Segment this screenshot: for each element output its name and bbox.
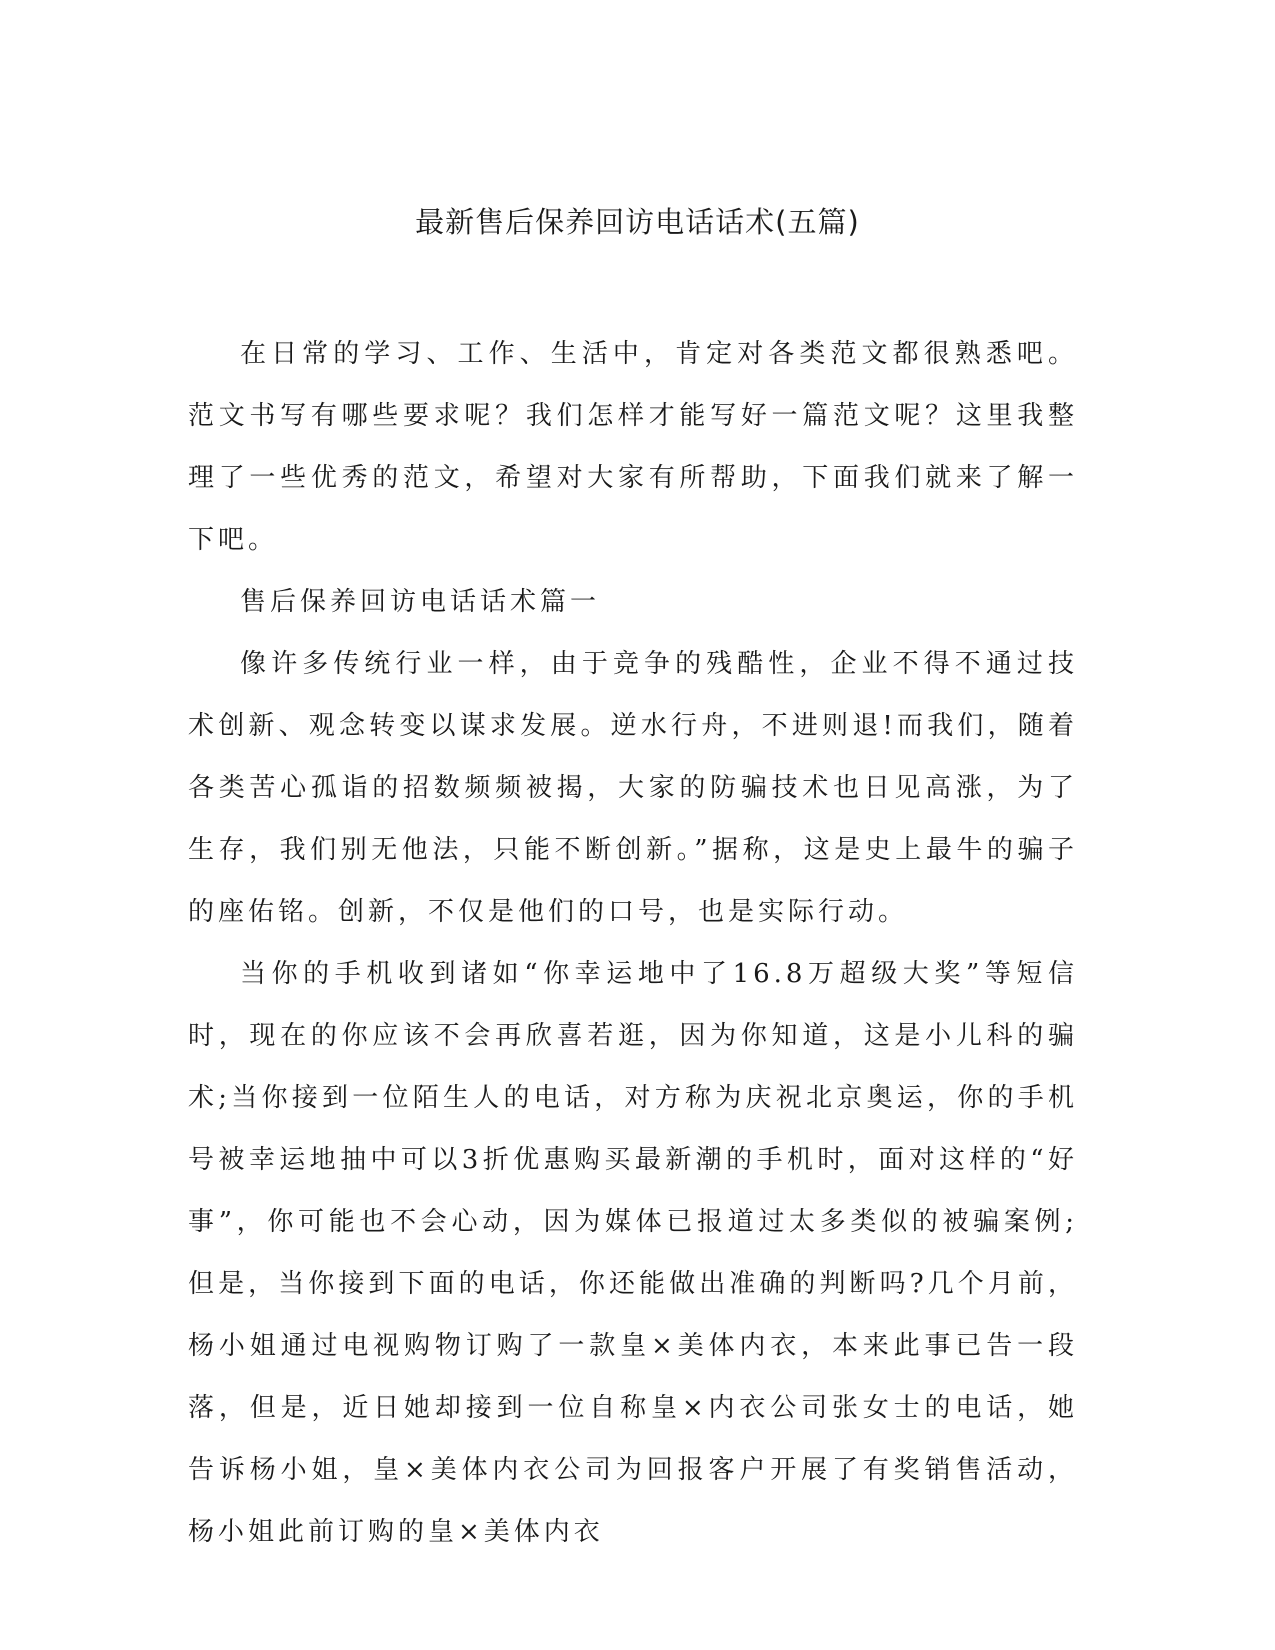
section-heading: 售后保养回访电话话术篇一 — [240, 587, 601, 617]
document-body — [188, 323, 1078, 1563]
document-title: 最新售后保养回访电话话术(五篇) — [415, 205, 860, 239]
intro-paragraph: 在日常的学习、工作、生活中，肯定对各类范文都很熟悉吧。范文书写有哪些要求呢？我们怎样才能写好一篇范文呢？这里我整理了一些优秀的范文，希望对大家有所帮助，下面我们就来了解一下吧。 — [188, 339, 1078, 555]
body-paragraph: 像许多传统行业一样，由于竞争的残酷性，企业不得不通过技术创新、观念转变以谋求发展。逆水行舟，不进则退!而我们，随着各类苦心孤诣的招数频频被揭，大家的防骗技术也日见高涨，为了生存，我们别无他法，只能不断创新。”据称，这是史上最牛的骗子的座佑铭。创新，不仅是他们的口号，也是实际行动。 — [188, 649, 1078, 927]
body-paragraph: 当你的手机收到诸如“你幸运地中了16.8万超级大奖”等短信时，现在的你应该不会再欣喜若逛，因为你知道，这是小儿科的骗术;当你接到一位陌生人的电话，对方称为庆祝北京奥运，你的手机号被幸运地抽中可以3折优惠购买最新潮的手机时，面对这样的“好事”，你可能也不会心动，因为媒体已报道过太多类似的被骗案例;但是，当你接到下面的电话，你还能做出准确的判断吗?几个月前，杨小姐通过电视购物订购了一款皇×美体内衣，本来此事已告一段落，但是，近日她却接到一位自称皇×内衣公司张女士的电话，她告诉杨小姐，皇×美体内衣公司为回报客户开展了有奖销售活动，杨小姐此前订购的皇×美体内衣 — [188, 959, 1078, 1547]
